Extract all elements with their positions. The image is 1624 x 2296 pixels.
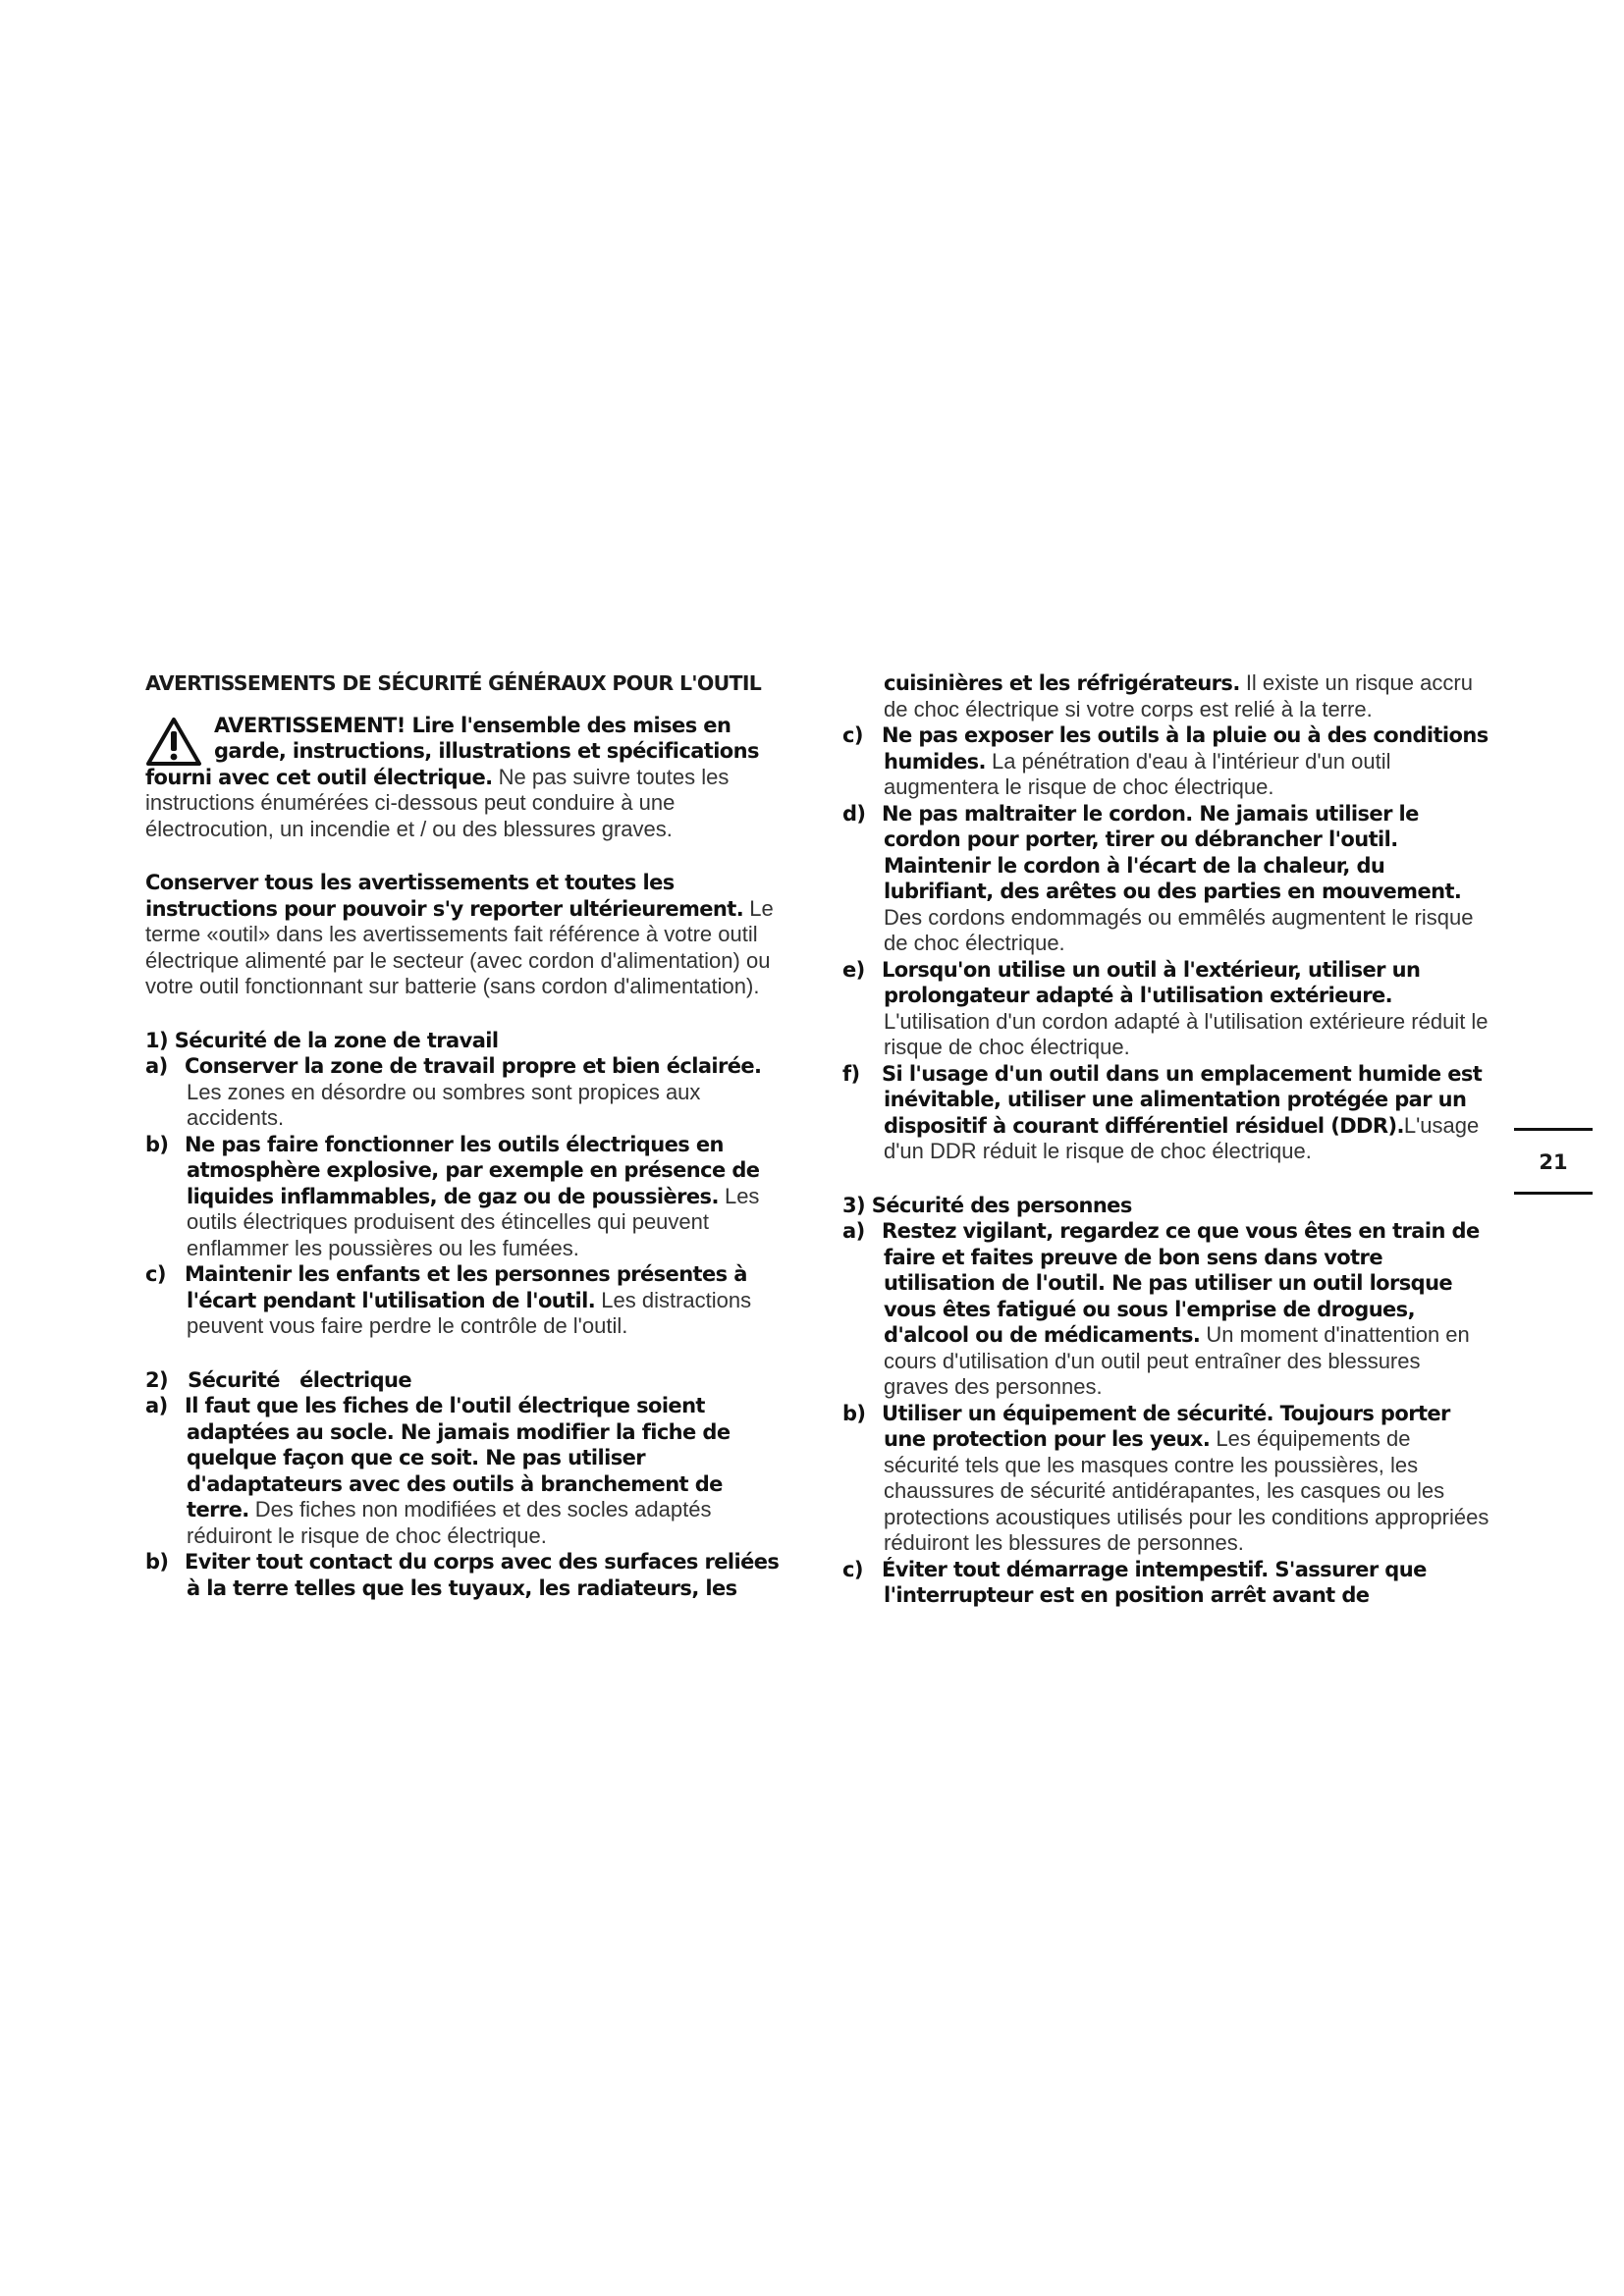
item-text: Un moment d'inattention en cours d'utilisation d'un outil peut entraîner des blessures graves des personnes.	[884, 1322, 1470, 1399]
item-bold: Utiliser un équipement de sécurité. Toujours porter une protection pour les yeux.	[882, 1401, 1450, 1451]
left-column	[145, 670, 784, 1601]
item-label: c)	[145, 1262, 166, 1286]
page-number-block	[1514, 1128, 1593, 1195]
item-bold: Eviter tout contact du corps avec des surfaces reliées à la terre telles que les tuyaux, les radiateurs, les	[185, 1550, 780, 1600]
section-2-item-f	[842, 1061, 1490, 1165]
conserve-instructions	[145, 870, 784, 1000]
right-column	[842, 670, 1490, 1609]
section-2-item-b	[145, 1549, 784, 1601]
warning-bold-line-2: garde, instructions, illustrations et spécifications	[214, 739, 759, 763]
section-2-item-a	[145, 1393, 784, 1549]
item-text: Des cordons endommagés ou emmêlés augmentent le risque de choc électrique.	[884, 904, 1474, 955]
item-text: L'usage d'un DDR réduit le risque de choc électrique.	[884, 1112, 1480, 1163]
item-text: Les zones en désordre ou sombres sont propices aux accidents.	[187, 1079, 701, 1130]
section-2-title: 2) Sécurité électrique	[145, 1367, 412, 1392]
section-3-item-a	[842, 1218, 1490, 1401]
item-text: Les distractions peuvent vous faire perdre le contrôle de l'outil.	[187, 1287, 752, 1338]
warning-bold-line-1: AVERTISSEMENT! Lire l'ensemble des mises en	[214, 713, 731, 737]
item-label: a)	[145, 1054, 168, 1078]
item-text: Les équipements de sécurité tels que les masques contre les poussières, les chaussures de sécurité antidérapantes, les casques ou les protections acoustiques utilisés pour les conditions appropriées réduiront les blessures de personnes.	[884, 1426, 1489, 1555]
item-label: a)	[145, 1394, 168, 1417]
warning-triangle-icon	[145, 717, 202, 768]
conserve-bold: Conserver tous les avertissements et toutes les instructions pour pouvoir s'y reporter ultérieurement.	[145, 871, 744, 921]
item-text: Les outils électriques produisent des étincelles qui peuvent enflammer les poussières ou les fumées.	[187, 1183, 760, 1260]
item-bold: Il faut que les fiches de l'outil électrique soient adaptées au socle. Ne jamais modifier la fiche de quelque façon que ce soit. Ne pas utiliser d'adaptateurs avec des outils à branchement de terre.	[185, 1394, 731, 1522]
general-warning	[145, 713, 784, 843]
item-bold: Maintenir les enfants et les personnes présentes à l'écart pendant l'utilisation de l'outil.	[185, 1262, 747, 1312]
section-3-item-b	[842, 1401, 1490, 1557]
section-3-item-c	[842, 1557, 1490, 1609]
item-bold: Conserver la zone de travail propre et bien éclairée.	[185, 1054, 762, 1078]
continuation-bold: cuisinières et les réfrigérateurs.	[884, 671, 1240, 695]
item-label: c)	[842, 723, 863, 747]
section-1-title: 1) Sécurité de la zone de travail	[145, 1028, 499, 1052]
section-1-item-a	[145, 1053, 784, 1132]
page-number: 21	[1539, 1150, 1568, 1174]
item-bold: Lorsqu'on utilise un outil à l'extérieur, utiliser un prolongateur adapté à l'utilisation extérieure.	[882, 957, 1421, 1007]
item-bold: Restez vigilant, regardez ce que vous êtes en train de faire et faites preuve de bon sens dans votre utilisation de l'outil. Ne pas utiliser un outil lorsque vous êtes fatigué ou sous l'emprise de drogues, d'alcool ou de médicaments.	[882, 1219, 1480, 1347]
item-label: b)	[842, 1401, 866, 1425]
item-label: b)	[145, 1132, 169, 1156]
warning-text: Ne pas suivre toutes les instructions énumérées ci-dessous peut conduire à une électrocution, un incendie et / ou des blessures graves.	[145, 764, 730, 841]
item-label: b)	[145, 1550, 169, 1574]
item-bold: Éviter tout démarrage intempestif. S'assurer que l'interrupteur est en position arrêt avant de	[882, 1557, 1427, 1607]
item-text: L'utilisation d'un cordon adapté à l'utilisation extérieure réduit le risque de choc électrique.	[884, 1008, 1489, 1059]
item-text: La pénétration d'eau à l'intérieur d'un outil augmentera le risque de choc électrique.	[884, 748, 1391, 799]
item-bold: Ne pas exposer les outils à la pluie ou à des conditions humides.	[882, 723, 1489, 774]
item-label: e)	[842, 957, 865, 982]
item-text: Des fiches non modifiées et des socles adaptés réduiront le risque de choc électrique.	[187, 1497, 712, 1548]
conserve-text: Le terme «outil» dans les avertissements fait référence à votre outil électrique alimenté par le secteur (avec cordon d'alimentation) ou votre outil fonctionnant sur batterie (sans cordon d'alimentation).	[145, 895, 774, 998]
item-label: d)	[842, 801, 866, 826]
section-1-item-c	[145, 1261, 784, 1340]
warning-bold-line-3: fourni avec cet outil électrique.	[145, 765, 493, 789]
page-heading: AVERTISSEMENTS DE SÉCURITÉ GÉNÉRAUX POUR L'OUTIL	[145, 671, 762, 695]
section-2-item-c	[842, 722, 1490, 801]
item-label: c)	[842, 1557, 863, 1581]
item-bold: Si l'usage d'un outil dans un emplacement humide est inévitable, utiliser une alimentation protégée par un dispositif à courant différentiel résiduel (DDR).	[882, 1061, 1483, 1138]
warning-paragraph	[145, 765, 784, 843]
section-1-item-b	[145, 1132, 784, 1262]
item-label: a)	[842, 1219, 865, 1243]
item-bold: Ne pas faire fonctionner les outils électriques en atmosphère explosive, par exemple en présence de liquides inflammables, de gaz ou de poussières.	[185, 1132, 760, 1208]
item-label: f)	[842, 1061, 860, 1086]
page-number-rule-bottom	[1514, 1192, 1593, 1195]
section-3-title: 3) Sécurité des personnes	[842, 1193, 1132, 1217]
section-2-item-d	[842, 801, 1490, 957]
section-2-item-e	[842, 957, 1490, 1061]
item-bold: Ne pas maltraiter le cordon. Ne jamais utiliser le cordon pour porter, tirer ou débrancher l'outil. Maintenir le cordon à l'écart de la chaleur, du lubrifiant, des arêtes ou des parties en mouvement.	[882, 801, 1462, 903]
continuation-paragraph	[842, 670, 1490, 722]
continuation-text: Il existe un risque accru de choc électrique si votre corps est relié à la terre.	[884, 670, 1473, 721]
